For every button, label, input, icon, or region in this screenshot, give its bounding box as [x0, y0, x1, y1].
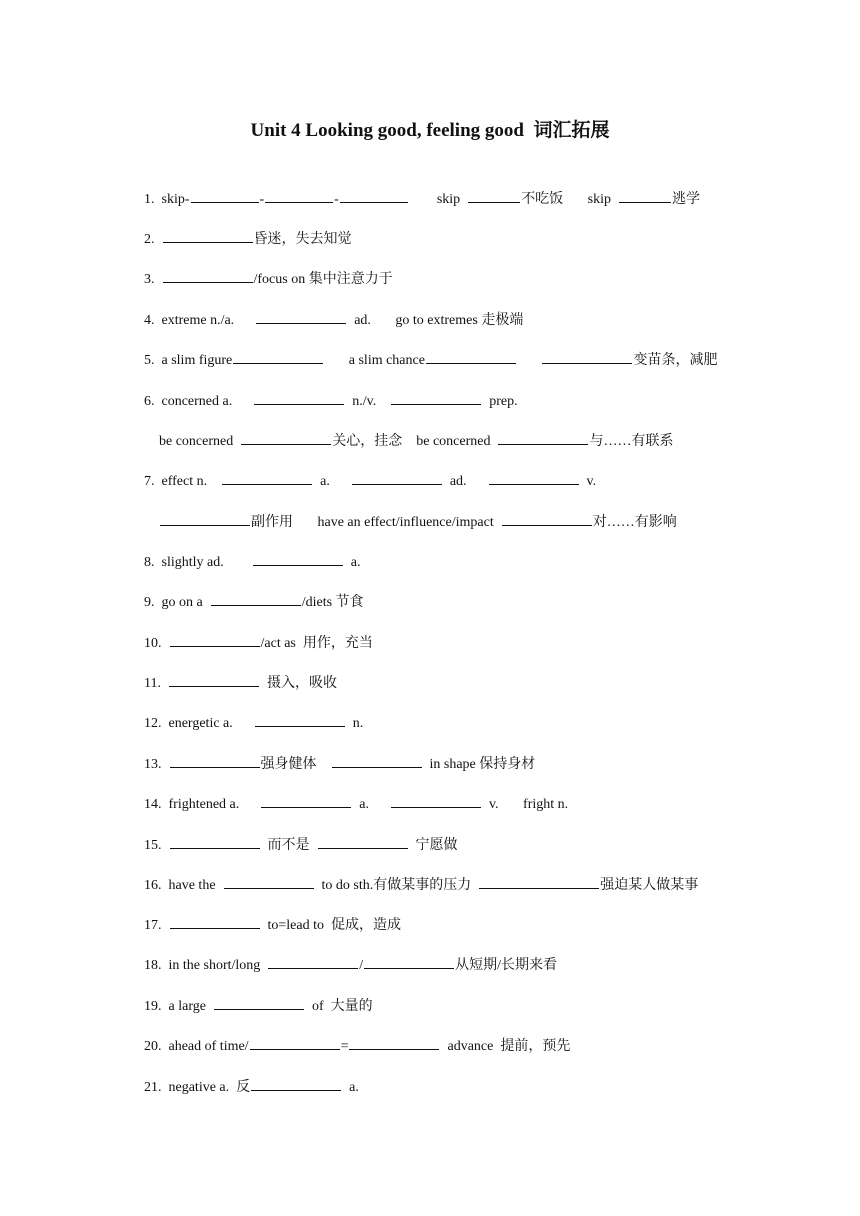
answer-blank[interactable]: [222, 470, 312, 485]
answer-blank[interactable]: [214, 995, 304, 1010]
vocab-item-4: 4. extreme n./a. ad. go to extremes 走极端: [130, 287, 740, 309]
answer-blank[interactable]: [542, 349, 632, 364]
answer-blank[interactable]: [163, 228, 253, 243]
answer-blank[interactable]: [468, 188, 520, 203]
vocab-item-14: 14. frightened a. a. v. fright n.: [130, 771, 740, 793]
answer-blank[interactable]: [261, 793, 351, 808]
answer-blank[interactable]: [352, 470, 442, 485]
answer-blank[interactable]: [251, 1076, 341, 1091]
answer-blank[interactable]: [479, 874, 599, 889]
answer-blank[interactable]: [426, 349, 516, 364]
answer-blank[interactable]: [256, 309, 346, 324]
answer-blank[interactable]: [268, 954, 358, 969]
vocab-item-11: 11. 摄入，吸收: [130, 650, 740, 672]
vocab-item-20: 20. ahead of time/ = advance 提前，预先: [130, 1013, 740, 1035]
answer-blank[interactable]: [391, 390, 481, 405]
answer-blank[interactable]: [170, 914, 260, 929]
answer-blank[interactable]: [340, 188, 408, 203]
answer-blank[interactable]: [391, 793, 481, 808]
answer-blank[interactable]: [163, 268, 253, 283]
answer-blank[interactable]: [318, 834, 408, 849]
answer-blank[interactable]: [619, 188, 671, 203]
page-title: Unit 4 Looking good, feeling good 词汇拓展: [250, 120, 610, 141]
vocab-item-19: 19. a large of 大量的: [130, 973, 740, 995]
answer-blank[interactable]: [349, 1035, 439, 1050]
answer-blank[interactable]: [160, 511, 250, 526]
vocab-item-21: 21. negative a. 反 a.: [130, 1054, 740, 1076]
answer-blank[interactable]: [255, 712, 345, 727]
vocab-item-7-continued: 副作用 have an effect/influence/impact 对……有影响: [145, 489, 740, 511]
answer-blank[interactable]: [502, 511, 592, 526]
vocab-item-17: 17. to=lead to 促成，造成: [130, 892, 740, 914]
vocab-item-12: 12. energetic a. n.: [130, 690, 740, 712]
vocab-item-7: 7. effect n. a. ad. v.: [130, 448, 740, 470]
answer-blank[interactable]: [170, 753, 260, 768]
answer-blank[interactable]: [250, 1035, 340, 1050]
vocab-item-5: 5. a slim figure a slim chance 变苗条，减肥: [130, 327, 740, 349]
vocab-item-6: 6. concerned a. n./v. prep.: [130, 368, 740, 390]
answer-blank[interactable]: [170, 632, 260, 647]
answer-blank[interactable]: [211, 591, 301, 606]
vocab-item-9: 9. go on a /diets 节食: [130, 569, 740, 591]
vocab-item-6-continued: be concerned 关心，挂念 be concerned 与……有联系: [145, 408, 740, 430]
vocab-item-15: 15. 而不是 宁愿做: [130, 812, 740, 834]
answer-blank[interactable]: [241, 430, 331, 445]
answer-blank[interactable]: [265, 188, 333, 203]
answer-blank[interactable]: [169, 672, 259, 687]
vocab-item-10: 10. /act as 用作，充当: [130, 610, 740, 632]
answer-blank[interactable]: [489, 470, 579, 485]
vocab-item-18: 18. in the short/long / 从短期/长期来看: [130, 932, 740, 954]
answer-blank[interactable]: [253, 551, 343, 566]
answer-blank[interactable]: [254, 390, 344, 405]
answer-blank[interactable]: [224, 874, 314, 889]
vocab-item-3: 3. /focus on 集中注意力于: [130, 246, 740, 268]
vocab-item-8: 8. slightly ad. a.: [130, 529, 740, 551]
answer-blank[interactable]: [498, 430, 588, 445]
vocab-item-16: 16. have the to do sth.有做某事的压力 强迫某人做某事: [130, 852, 740, 874]
vocab-item-1: 1. skip- - - skip 不吃饭 skip 逃学: [130, 166, 740, 188]
answer-blank[interactable]: [170, 834, 260, 849]
answer-blank[interactable]: [364, 954, 454, 969]
vocab-item-13: 13. 强身健体 in shape 保持身材: [130, 731, 740, 753]
vocab-item-2: 2. 昏迷，失去知觉: [130, 206, 740, 228]
answer-blank[interactable]: [191, 188, 259, 203]
answer-blank[interactable]: [233, 349, 323, 364]
answer-blank[interactable]: [332, 753, 422, 768]
